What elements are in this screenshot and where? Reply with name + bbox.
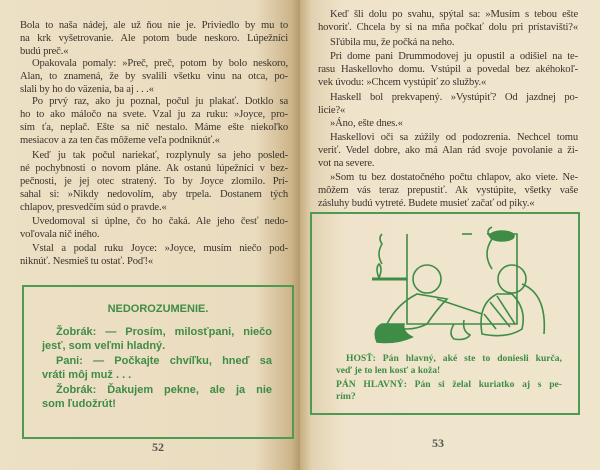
text-line: né pochybnosti o novom pláne. Ak ostanú lúpežníci v bez- <box>20 163 288 174</box>
joke-line: Žobrák: Ďakujem pekne, ale ja nie <box>56 384 272 396</box>
text-line: Uvedomoval si úplne, čo ho čaká. Ale jeho česť nedo- <box>32 216 288 227</box>
joke-line: Žobrák: — Prosím, milosťpani, niečo <box>56 326 272 338</box>
cartoon-caption-line: HOSŤ: Pán hlavný, aké ste to doniesli kurča, <box>346 353 562 364</box>
text-line: mesiacov a za ten čas môžeme veľa podniknúť.« <box>20 135 220 146</box>
joke-line: som ľudožrút! <box>42 398 116 410</box>
right-page <box>300 0 600 470</box>
text-line: hovoriť. Chcela by si na mňa počkať dolu pri prístavišti?« <box>318 22 578 33</box>
text-line: slali by ho do väzenia, ba aj . . .« <box>20 84 154 95</box>
cartoon-caption-line: veď je to len kosť a koža! <box>336 365 441 376</box>
text-line: Sľúbila mu, že počká na neho. <box>330 37 455 48</box>
cartoon-box <box>310 212 580 415</box>
text-line: chlapov, presvedčím súd o pravde.« <box>20 202 167 213</box>
joke-title: NEDOROZUMENIE. <box>107 303 209 315</box>
text-line: Keď ju tak počul nariekať, rozplynuly sa jeho posled- <box>32 150 288 161</box>
text-line: veriť. Vedel dobre, ako má Alan rád svoje povolanie a ži- <box>318 145 578 156</box>
text-line: Keď šli dolu po svahu, spýtal sa: »Musím s tebou ešte <box>330 9 578 20</box>
text-line: licie?« <box>318 105 346 116</box>
text-line: vek úvodu: »Chcem vystúpiť zo služby.« <box>318 77 487 88</box>
text-line: »Áno, ešte dnes.« <box>330 118 403 129</box>
text-line: rasu Haskellovho domu. Vstúpil a povedal bez akéhokoľ- <box>318 64 578 75</box>
waiter-and-guest-illustration <box>312 224 578 344</box>
page-number-52: 52 <box>152 440 164 454</box>
text-line: voľovala nič iného. <box>20 229 100 240</box>
text-line: na krk vyšetrovanie. Ale potom bude neskoro. Lúpežníci <box>20 33 288 44</box>
text-line: Haskellovi oči sa zúžily od podozrenia. Nechcel tomu <box>330 132 578 143</box>
text-line: vot na severe. <box>318 158 375 169</box>
text-line: budú preč.« <box>20 46 69 57</box>
text-line: Pri dome pani Drummodovej ju opustil a odišiel na te- <box>330 51 578 62</box>
cartoon-caption-line: PÁN HLAVNÝ: Pán si želal kuriatko aj s pe- <box>336 379 562 390</box>
text-line: niknúť. Nesmieš tu ostať. Poď!« <box>20 256 154 267</box>
text-line: môžem vás teraz prepustiť. Ak vystúpite, všetky vaše <box>318 185 578 196</box>
text-line: Opakovala pomaly: »Preč, preč, potom by bolo neskoro, <box>32 58 288 69</box>
text-line: Haskell bol prekvapený. »Vystúpiť? Od jazdnej po- <box>330 92 578 103</box>
joke-line: vráti môj muž . . . <box>42 369 132 381</box>
text-line: »Som tu bez dostatočného počtu chlapov, ako viete. Ne- <box>330 172 578 183</box>
cartoon-caption-line: rím? <box>336 391 356 402</box>
text-line: Alan, to znamená, že by svalili všetku vinu na otca, po- <box>20 71 288 82</box>
page-number-53: 53 <box>432 436 444 450</box>
text-line: pečnosti, je jej otec stratený. To by Joyce zlomilo. Prí- <box>20 176 288 187</box>
text-line: Bola to naša nádej, ale už ňou nie je. Priviedlo by mu to <box>20 20 288 31</box>
text-line: sím ťa, neplač. Ešte sa nič nestalo. Máme ešte niekoľko <box>20 122 288 133</box>
joke-box <box>22 285 294 439</box>
joke-line: jesť, som veľmi hladný. <box>42 340 166 352</box>
joke-line: Pani: — Počkajte chvíľku, hneď sa <box>56 355 272 367</box>
text-line: sahal si: »Nikdy nedovolím, aby trpela. Dostanem tých <box>20 189 288 200</box>
text-line: ho to ako máločo na svete. Vzal ju za ruku: »Joyce, pro- <box>20 109 288 120</box>
text-line: zásluhy budú vytreté. Budete musieť začať od piky.« <box>318 198 535 209</box>
text-line: Vstal a podal ruku Joyce: »Joyce, musím niečo pod- <box>32 243 288 254</box>
text-line: Po prvý raz, ako ju poznal, počul ju plakať. Dotklo sa <box>32 96 288 107</box>
